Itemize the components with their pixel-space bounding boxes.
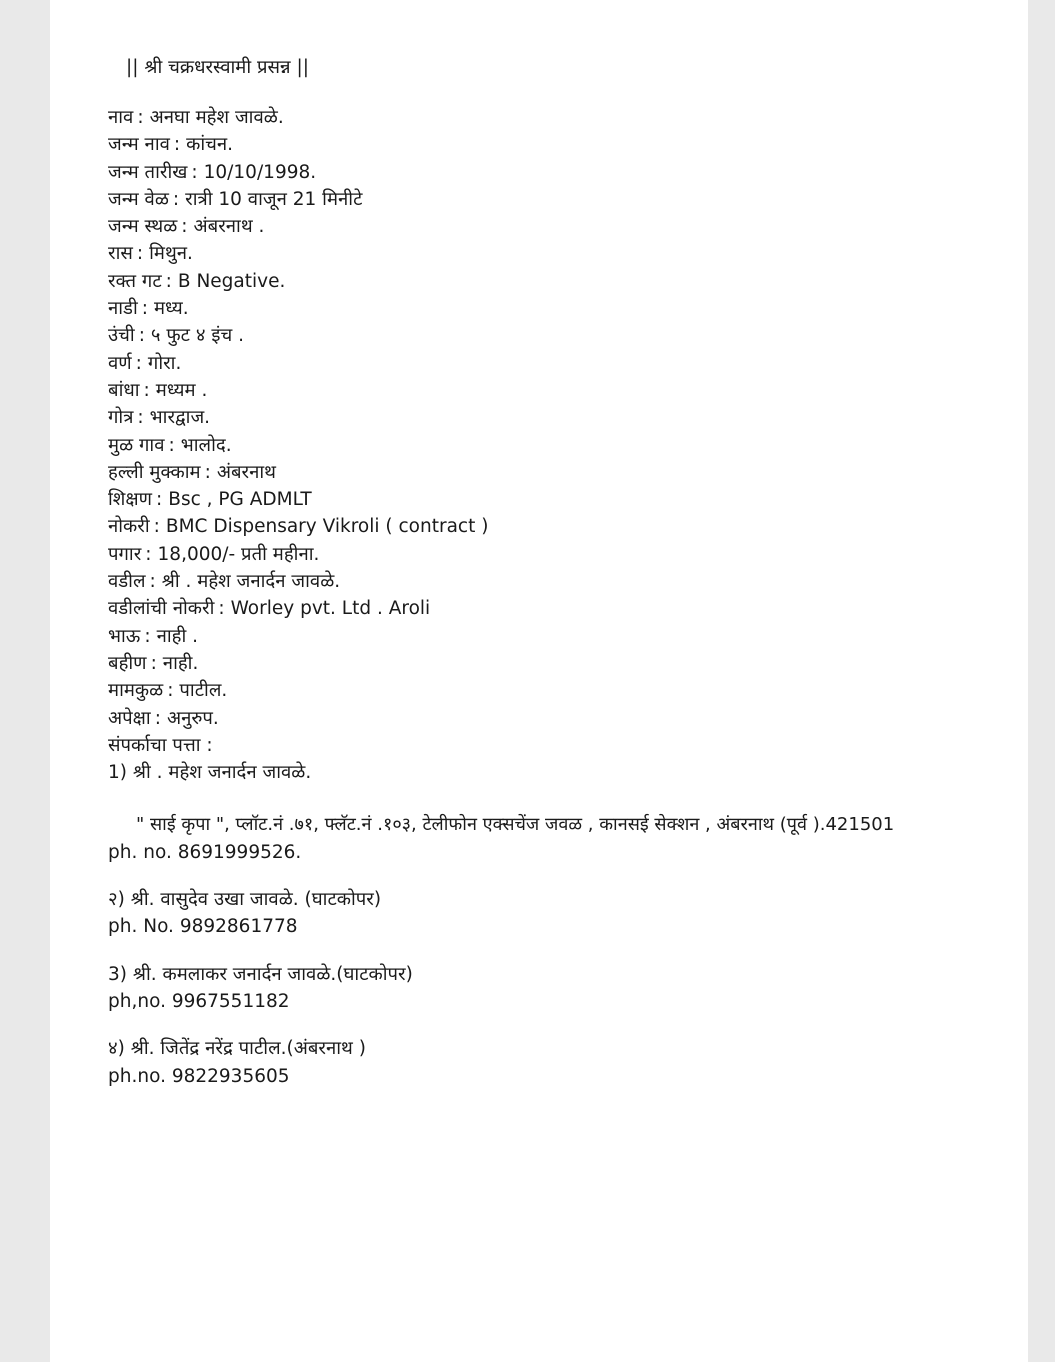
- field-value: ५ फुट ४ इंच .: [150, 325, 244, 347]
- contact-2: [108, 886, 1008, 941]
- field-value: अंबरनाथ .: [193, 216, 265, 238]
- field-label: भाऊ: [108, 625, 141, 647]
- field-value: Worley pvt. Ltd . Aroli: [230, 598, 431, 620]
- field-separator: :: [138, 325, 145, 347]
- field-value: कांचन.: [186, 134, 234, 156]
- field-separator: :: [144, 625, 151, 647]
- field-label: बांधा: [108, 379, 140, 401]
- contacts-heading: संपर्काचा पत्ता :: [108, 734, 213, 756]
- field-value: मिथुन.: [149, 243, 193, 265]
- contact-1: [108, 759, 1008, 866]
- field-label: उंची: [108, 325, 135, 347]
- field-separator: :: [135, 352, 142, 374]
- biodata-fields: [108, 104, 1008, 732]
- contact-name: २) श्री. वासुदेव उखा जावळे. (घाटकोपर): [108, 889, 382, 911]
- field-label: पगार: [108, 543, 142, 565]
- field-label: अपेक्षा: [108, 707, 151, 729]
- field-value: पाटील.: [179, 680, 228, 702]
- contact-4: [108, 1035, 1008, 1090]
- field-complexion: [108, 350, 1008, 377]
- field-value: मध्य.: [153, 298, 189, 320]
- field-label: नोकरी: [108, 516, 150, 538]
- field-label: वडीलांची नोकरी: [108, 598, 215, 620]
- field-label: रक्त गट: [108, 270, 162, 292]
- field-separator: :: [141, 298, 148, 320]
- field-value: भालोद.: [180, 434, 232, 456]
- biodata-content: [108, 54, 1008, 1090]
- field-value: श्री . महेश जनार्दन जावळे.: [161, 571, 341, 593]
- field-name: [108, 104, 1008, 131]
- field-birth-place: [108, 213, 1008, 240]
- field-value: BMC Dispensary Vikroli ( contract ): [165, 516, 489, 538]
- field-nadi: [108, 295, 1008, 322]
- field-expectation: [108, 705, 1008, 732]
- contact-name: 1) श्री . महेश जनार्दन जावळे.: [108, 762, 312, 784]
- field-value: नाही .: [156, 625, 198, 647]
- field-separator: :: [154, 707, 161, 729]
- field-separator: :: [173, 134, 181, 156]
- field-value: अंबरनाथ: [216, 461, 276, 483]
- field-separator: :: [145, 543, 152, 565]
- field-value: B Negative.: [177, 270, 286, 292]
- field-blood-group: [108, 268, 1008, 295]
- field-value: 18,000/- प्रती महीना.: [157, 543, 320, 565]
- document-page: [50, 0, 1028, 1362]
- field-education: [108, 486, 1008, 513]
- field-value: अनघा महेश जावळे.: [149, 107, 284, 128]
- field-build: [108, 377, 1008, 404]
- field-height: [108, 322, 1008, 349]
- field-father-job: [108, 595, 1008, 622]
- field-separator: :: [153, 516, 160, 538]
- field-separator: :: [181, 216, 188, 238]
- field-label: शिक्षण: [108, 489, 153, 511]
- field-value: गोरा.: [147, 352, 182, 374]
- field-separator: :: [218, 598, 225, 620]
- field-label: जन्म तारीख: [108, 161, 188, 183]
- field-label: नाडी: [108, 298, 138, 320]
- field-label: वर्ण: [108, 352, 132, 374]
- field-separator: :: [168, 434, 175, 456]
- field-father: [108, 568, 1008, 595]
- contact-phone: ph. no. 8691999526.: [108, 841, 302, 863]
- field-label: जन्म नाव: [108, 134, 170, 156]
- field-job: [108, 513, 1008, 540]
- field-separator: :: [204, 461, 211, 483]
- field-separator: :: [150, 652, 157, 674]
- field-separator: :: [156, 489, 163, 511]
- field-value: अनुरुप.: [166, 707, 219, 729]
- field-label: रास: [108, 243, 133, 265]
- field-label: बहीण: [108, 652, 147, 674]
- field-separator: :: [191, 161, 198, 183]
- field-salary: [108, 541, 1008, 568]
- field-separator: :: [137, 407, 144, 429]
- field-label: मामकुळ: [108, 680, 164, 702]
- field-value: 10/10/1998.: [203, 161, 317, 183]
- field-label: नाव: [108, 107, 134, 128]
- field-separator: :: [149, 571, 156, 593]
- field-birth-name: [108, 131, 1008, 158]
- field-birth-time: [108, 186, 1008, 213]
- field-value: रात्री 10 वाजून 21 मिनीटे: [185, 188, 363, 210]
- field-value: मध्यम .: [155, 379, 208, 401]
- field-separator: :: [165, 270, 172, 292]
- field-separator: :: [137, 107, 144, 128]
- field-rashi: [108, 240, 1008, 267]
- field-separator: :: [167, 680, 174, 702]
- field-label: गोत्र: [108, 407, 134, 429]
- field-current-residence: [108, 459, 1008, 486]
- contact-phone: ph,no. 9967551182: [108, 990, 290, 1012]
- contact-name: 3) श्री. कमलाकर जनार्दन जावळे.(घाटकोपर): [108, 963, 413, 985]
- field-maternal-family: [108, 677, 1008, 704]
- field-value: Bsc , PG ADMLT: [168, 489, 312, 511]
- contact-address: " साई कृपा ", प्लॉट.नं .७१, फ्लॅट.नं .१०३, टेलीफोन एक्सचेंज जवळ , कानसई सेक्शन , अंबरनाथ (पूर्व ).421501: [136, 814, 895, 836]
- field-label: जन्म स्थळ: [108, 216, 178, 238]
- field-birth-date: [108, 159, 1008, 186]
- contact-phone: ph.no. 9822935605: [108, 1065, 290, 1087]
- field-separator: :: [172, 188, 180, 210]
- field-label: जन्म वेळ: [108, 188, 169, 210]
- field-label: हल्ली मुक्काम: [108, 461, 201, 483]
- field-separator: :: [136, 243, 144, 265]
- contact-name: ४) श्री. जितेंद्र नरेंद्र पाटील.(अंबरनाथ ): [108, 1038, 366, 1060]
- page-heading: || श्री चक्रधरस्वामी प्रसन्न ||: [126, 57, 309, 78]
- field-gotra: [108, 404, 1008, 431]
- field-sister: [108, 650, 1008, 677]
- contact-phone: ph. No. 9892861778: [108, 916, 298, 938]
- field-label: वडील: [108, 571, 146, 593]
- contact-3: [108, 961, 1008, 1016]
- field-brother: [108, 623, 1008, 650]
- field-value: नाही.: [162, 652, 199, 674]
- field-native-village: [108, 432, 1008, 459]
- field-label: मुळ गाव: [108, 434, 165, 456]
- field-separator: :: [143, 379, 150, 401]
- field-value: भारद्वाज.: [149, 407, 211, 429]
